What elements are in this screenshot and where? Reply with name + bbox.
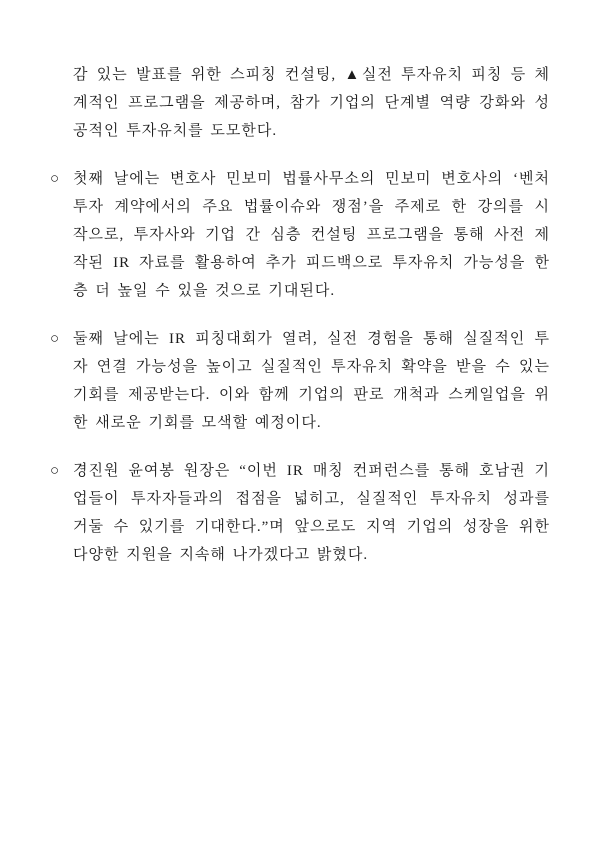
text-line: 업들이 투자자들과의 접점을 넓히고, 실질적인 투자유치 성과를 (73, 491, 550, 507)
text-line: 층 더 높일 수 있을 것으로 기대된다. (73, 283, 336, 299)
paragraph-day2-pitching (50, 325, 550, 437)
text-line: 다양한 지원을 지속해 나가겠다고 밝혔다. (73, 547, 369, 563)
text-line: 작된 IR 자료를 활용하여 추가 피드백으로 투자유치 가능성을 한 (73, 255, 550, 271)
text-line: 거둘 수 있기를 기대한다.”며 앞으로도 지역 기업의 성장을 위한 (73, 519, 550, 535)
text-line: 경진원 윤여봉 원장은 “이번 IR 매칭 컨퍼런스를 통해 호남권 기 (73, 463, 550, 479)
text-line: 감 있는 발표를 위한 스피칭 컨설팅, ▲실전 투자유치 피칭 등 체 (73, 67, 550, 83)
text-line: 둘째 날에는 IR 피칭대회가 열려, 실전 경험을 통해 실질적인 투 (73, 331, 550, 347)
text-line: 작으로, 투자사와 기업 간 심층 컨설팅 프로그램을 통해 사전 제 (73, 227, 550, 243)
text-line: 공적인 투자유치를 도모한다. (73, 123, 278, 139)
circle-bullet-marker: ○ (50, 331, 60, 347)
text-line: 자 연결 가능성을 높이고 실질적인 투자유치 확약을 받을 수 있는 (73, 359, 550, 375)
paragraph-intro-continuation (50, 61, 550, 145)
circle-bullet-marker: ○ (50, 463, 60, 479)
text-line: 계적인 프로그램을 제공하며, 참가 기업의 단계별 역량 강화와 성 (73, 95, 550, 111)
paragraph-day1-program (50, 165, 550, 305)
paragraph-director-quote (50, 457, 550, 569)
text-line: 기회를 제공받는다. 이와 함께 기업의 판로 개척과 스케일업을 위 (73, 387, 550, 403)
text-line: 한 새로운 기회를 모색할 예정이다. (73, 415, 322, 431)
text-line: 첫째 날에는 변호사 민보미 법률사무소의 민보미 변호사의 ‘벤처 (73, 171, 550, 187)
circle-bullet-marker: ○ (50, 171, 60, 187)
document-body (50, 61, 550, 589)
text-line: 투자 계약에서의 주요 법률이슈와 쟁점’을 주제로 한 강의를 시 (73, 199, 550, 215)
